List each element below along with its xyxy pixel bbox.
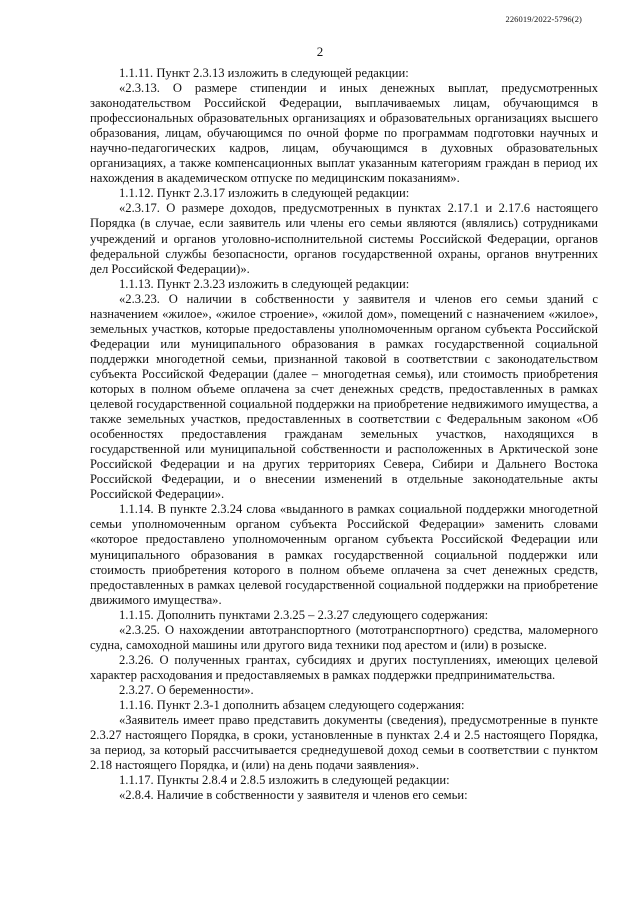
- paragraph: «2.3.17. О размере доходов, предусмотренных в пунктах 2.17.1 и 2.17.6 настоящего Порядка (в случае, если заявитель или члены его семьи являются (являлись) сотрудниками учреждений и органов уголовно-исполнительной системы Российской Федерации, органов федеральной службы безопасности, органов государственной охраны, органов внутренних дел Российской Федерации)».: [90, 201, 598, 276]
- paragraph: 1.1.11. Пункт 2.3.13 изложить в следующей редакции:: [119, 66, 409, 80]
- paragraph: 2.3.26. О полученных грантах, субсидиях и других поступлениях, имеющих целевой характер расходования и предоставляемых в рамках поддержки предпринимательства.: [90, 652, 598, 682]
- paragraph: 2.3.27. О беременности».: [119, 682, 254, 697]
- document-body: [90, 66, 598, 803]
- paragraph: 1.1.15. Дополнить пунктами 2.3.25 – 2.3.27 следующего содержания:: [119, 607, 489, 622]
- page-number: 2: [316, 44, 324, 59]
- paragraph: 1.1.16. Пункт 2.3-1 дополнить абзацем следующего содержания:: [119, 697, 465, 712]
- paragraph: «2.8.4. Наличие в собственности у заявителя и членов его семьи:: [119, 788, 468, 803]
- paragraph: 1.1.17. Пункты 2.8.4 и 2.8.5 изложить в следующей редакции:: [119, 773, 450, 788]
- paragraph: «2.3.25. О нахождении автотранспортного (мототранспортного) средства, маломерного судна, самоходной машины или другого вида техники под арестом и (или) в розыске.: [90, 622, 598, 652]
- paragraph: 1.1.12. Пункт 2.3.17 изложить в следующей редакции:: [119, 186, 410, 201]
- paragraph: 1.1.13. Пункт 2.3.23 изложить в следующей редакции:: [119, 276, 410, 291]
- document-registration-number: 226019/2022-5796(2): [505, 14, 582, 24]
- paragraph: «Заявитель имеет право представить документы (сведения), предусмотренные в пункте 2.3.27 настоящего Порядка, в сроки, установленные в пунктах 2.4 и 2.5 настоящего Порядка, за период, за который рассчитывается среднедушевой доход семьи в соответствии с пунктом 2.18 настоящего Порядка, и (или) на день подачи заявления».: [90, 713, 598, 773]
- paragraph: «2.3.13. О размере стипендии и иных денежных выплат, предусмотренных законодательством Российской Федерации, выплачиваемых лицам, обучающимся в профессиональных образовательных организациях и образовательных организациях высшего образования, лицам, обучающимся по очной форме по программам подготовки научных и научно-педагогических кадров, лицам, обучающимся в духовных образовательных организациях, а также компенсационных выплат указанным категориям граждан в период их нахождения в академическом отпуске по медицинским показаниям».: [90, 81, 598, 186]
- paragraph: «2.3.23. О наличии в собственности у заявителя и членов его семьи зданий с назначением «жилое», «жилое строение», «жилой дом», помещений с назначением «жилое», земельных участков, которые предоставлены уполномоченным органом субъекта Российской Федерации или муниципального образования в рамках государственной социальной поддержки многодетной семьи, признанной таковой в соответствии с законодательством субъекта Российской Федерации (далее – многодетная семья), или стоимость приобретения которых в полном объеме оплачена за счет денежных средств, предоставленных в рамках целевой государственной социальной поддержки на приобретение недвижимого имущества, а также земельных участков, предоставленных в соответствии с Федеральным законом «Об особенностях предоставления гражданам земельных участков, находящихся в государственной или муниципальной собственности и расположенных в Арктической зоне Российской Федерации и на других территориях Севера, Сибири и Дальнего Востока Российской Федерации, и о внесении изменений в отдельные законодательные акты Российской Федерации».: [90, 291, 598, 502]
- paragraph: 1.1.14. В пункте 2.3.24 слова «выданного в рамках социальной поддержки многодетной семьи уполномоченным органом субъекта Российской Федерации» заменить словами «которое предоставлено уполномоченным органом субъекта Российской Федерации или муниципального образования в рамках государственной социальной поддержки или стоимость приобретения которого в полном объеме оплачена за счет денежных средств, предоставленных в рамках целевой государственной социальной поддержки на приобретение движимого имущества».: [90, 502, 598, 607]
